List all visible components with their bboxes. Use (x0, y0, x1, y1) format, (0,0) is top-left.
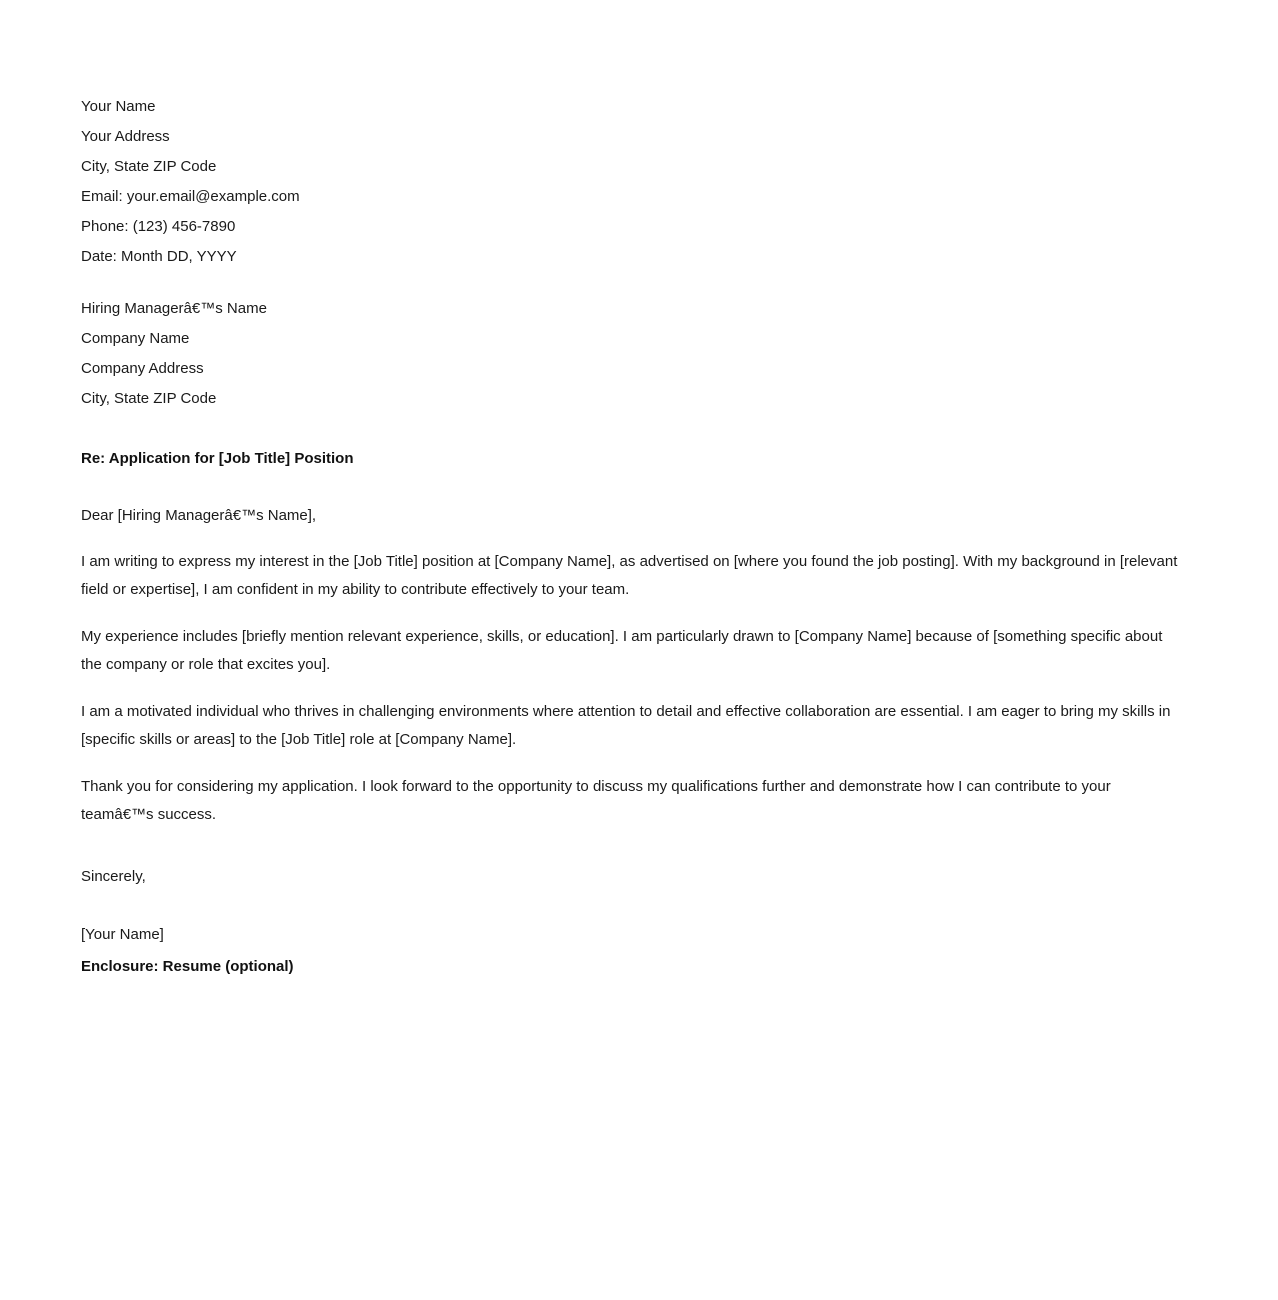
recipient-address-block (81, 294, 1186, 414)
body-paragraph-4: Thank you for considering my application. I look forward to the opportunity to discuss my qualifications further and demonstrate how I can contribute to your teamâ€™s success. (81, 778, 1115, 823)
cover-letter-body (81, 92, 1186, 981)
sender-city-state-zip: City, State ZIP Code (81, 158, 217, 175)
sender-address-block (81, 92, 1186, 272)
letter-date: Date: Month DD, YYYY (81, 248, 237, 265)
body-paragraph-2: My experience includes [briefly mention relevant experience, skills, or education]. I am particularly drawn to [Company Name] because of [something specific about the company or role that excites you]. (81, 628, 1167, 673)
recipient-city-state-zip: City, State ZIP Code (81, 390, 217, 407)
recipient-company-address: Company Address (81, 360, 204, 377)
sender-street-address: Your Address (81, 128, 170, 145)
closing-enclosure-note: Enclosure: Resume (optional) (81, 958, 294, 975)
closing-valediction: Sincerely, (81, 868, 146, 885)
body-paragraph-1: I am writing to express my interest in the [Job Title] position at [Company Name], as advertised on [where you found the job posting]. With my background in [relevant field or expertise], I am confident in my ability to contribute effectively to your team. (81, 553, 1182, 598)
subject-line: Re: Application for [Job Title] Position (81, 450, 354, 467)
closing-signature-name: [Your Name] (81, 926, 164, 943)
recipient-company-name: Company Name (81, 330, 190, 347)
salutation-line: Dear [Hiring Managerâ€™s Name], (81, 507, 317, 524)
sender-email: Email: your.email@example.com (81, 188, 300, 205)
body-paragraph-3: I am a motivated individual who thrives in challenging environments where attention to detail and effective collaboration are essential. I am eager to bring my skills in [specific skills or areas] to the [Job Title] role at [Company Name]. (81, 703, 1175, 748)
recipient-hiring-manager-name: Hiring Managerâ€™s Name (81, 300, 267, 317)
sender-phone: Phone: (123) 456-7890 (81, 218, 236, 235)
sender-name: Your Name (81, 98, 156, 115)
